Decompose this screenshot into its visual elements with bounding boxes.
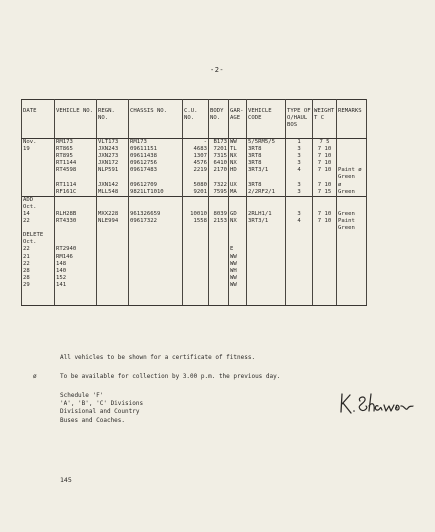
- cell-date: [22, 189, 55, 197]
- cell-vehicle-code: [247, 268, 286, 275]
- cell-cu-no: 1558: [183, 218, 209, 225]
- cell-body-no: [209, 232, 229, 239]
- cell-overhaul-type: [286, 196, 313, 204]
- table-row: [22, 275, 367, 282]
- cell-weight: 7 10: [313, 160, 337, 167]
- cell-date: 21: [22, 254, 55, 261]
- cell-vehicle-code: 5/5RM5/5: [247, 139, 286, 147]
- cell-body-no: 2153: [209, 218, 229, 225]
- cell-chassis-no: 09612709: [129, 182, 183, 189]
- cell-body-no: [209, 275, 229, 282]
- cell-remarks: [337, 153, 367, 160]
- cell-chassis-no: [129, 268, 183, 275]
- cell-remarks: [337, 239, 367, 246]
- cell-garage: WH: [229, 268, 247, 275]
- cell-cu-no: [183, 174, 209, 181]
- cell-weight: 7 10: [313, 218, 337, 225]
- cell-chassis-no: [129, 232, 183, 239]
- cell-date: 28: [22, 268, 55, 275]
- cell-weight: 7 5: [313, 139, 337, 147]
- cell-cu-no: [183, 268, 209, 275]
- cell-cu-no: [183, 225, 209, 232]
- cell-regn-no: [97, 246, 129, 253]
- cell-cu-no: 10010: [183, 211, 209, 218]
- cell-garage: NX: [229, 153, 247, 160]
- table-row: [22, 189, 367, 197]
- cell-vehicle-no: 152: [55, 275, 97, 282]
- cell-cu-no: [183, 246, 209, 253]
- cell-weight: [313, 225, 337, 232]
- cell-overhaul-type: [286, 225, 313, 232]
- cell-vehicle-code: 3RT8: [247, 146, 286, 153]
- cell-remarks: Green: [337, 225, 367, 232]
- cell-garage: [229, 204, 247, 211]
- cell-regn-no: [97, 232, 129, 239]
- cell-regn-no: [97, 204, 129, 211]
- cell-overhaul-type: [286, 275, 313, 282]
- cell-chassis-no: 09611438: [129, 153, 183, 160]
- cell-garage: GD: [229, 211, 247, 218]
- cell-regn-no: MXX228: [97, 211, 129, 218]
- cell-chassis-no: [129, 239, 183, 246]
- cell-cu-no: 4683: [183, 146, 209, 153]
- cell-vehicle-no: [55, 225, 97, 232]
- cell-remarks: Paint: [337, 218, 367, 225]
- table-row: [22, 182, 367, 189]
- cell-vehicle-no: 140: [55, 268, 97, 275]
- cell-regn-no: MLL548: [97, 189, 129, 197]
- table-row: [22, 246, 367, 253]
- cell-vehicle-no: 141: [55, 282, 97, 306]
- cell-chassis-no: [129, 275, 183, 282]
- cell-regn-no: VLT173: [97, 139, 129, 147]
- cell-chassis-no: 09617322: [129, 218, 183, 225]
- cell-cu-no: [183, 282, 209, 306]
- cell-cu-no: 2219: [183, 167, 209, 174]
- cell-body-no: [209, 254, 229, 261]
- cell-remarks: [337, 254, 367, 261]
- cell-body-no: [209, 261, 229, 268]
- cell-chassis-no: 961326659: [129, 211, 183, 218]
- cell-vehicle-no: RF161C: [55, 189, 97, 197]
- cell-overhaul-type: [286, 232, 313, 239]
- cell-remarks: Green: [337, 211, 367, 218]
- cell-vehicle-no: RT895: [55, 153, 97, 160]
- header-weight: WEIGHT T C: [313, 100, 337, 139]
- cell-overhaul-type: 3: [286, 211, 313, 218]
- cell-date: 29: [22, 282, 55, 306]
- cell-vehicle-no: RT1144: [55, 160, 97, 167]
- cell-chassis-no: 09611151: [129, 146, 183, 153]
- cell-body-no: 7322: [209, 182, 229, 189]
- cell-chassis-no: [129, 174, 183, 181]
- cell-body-no: 8039: [209, 211, 229, 218]
- cell-garage: WW: [229, 275, 247, 282]
- cell-vehicle-no: [55, 232, 97, 239]
- cell-body-no: [209, 174, 229, 181]
- cell-overhaul-type: [286, 268, 313, 275]
- cell-vehicle-no: RT1114: [55, 182, 97, 189]
- cell-chassis-no: [129, 196, 183, 204]
- cell-chassis-no: [129, 225, 183, 232]
- cell-chassis-no: [129, 254, 183, 261]
- table-row: [22, 139, 367, 147]
- cell-chassis-no: [129, 246, 183, 253]
- cell-vehicle-code: 3RT8: [247, 182, 286, 189]
- cell-body-no: [209, 196, 229, 204]
- page-number: -2-: [210, 66, 225, 74]
- table-header-row: [22, 100, 367, 139]
- cell-overhaul-type: [286, 261, 313, 268]
- cell-date: DELETE: [22, 232, 55, 239]
- cell-weight: [313, 254, 337, 261]
- cell-cu-no: 4576: [183, 160, 209, 167]
- vehicle-schedule-table: [21, 99, 367, 306]
- cell-date: [22, 182, 55, 189]
- cell-overhaul-type: [286, 282, 313, 306]
- cell-chassis-no: [129, 282, 183, 306]
- cell-garage: [229, 239, 247, 246]
- schedule-line: Schedule 'F': [60, 392, 104, 399]
- cell-regn-no: JXN172: [97, 160, 129, 167]
- table-row: [22, 261, 367, 268]
- cell-regn-no: JXN273: [97, 153, 129, 160]
- cell-date: 22: [22, 261, 55, 268]
- table-row: [22, 282, 367, 306]
- cell-remarks: [337, 246, 367, 253]
- cell-body-no: [209, 225, 229, 232]
- cell-body-no: 6410: [209, 160, 229, 167]
- schedule-line: Divisional and Country: [60, 408, 140, 416]
- cell-cu-no: 9201: [183, 189, 209, 197]
- cell-garage: WW: [229, 261, 247, 268]
- header-regn-no: REGN. NO.: [97, 100, 129, 139]
- cell-weight: 7 15: [313, 189, 337, 197]
- cell-date: [22, 225, 55, 232]
- cell-remarks: [337, 232, 367, 239]
- cell-weight: 7 10: [313, 167, 337, 174]
- cell-vehicle-code: 3RT8: [247, 153, 286, 160]
- cell-vehicle-code: [247, 204, 286, 211]
- header-cu-no: C.U. NO.: [183, 100, 209, 139]
- cell-overhaul-type: [286, 254, 313, 261]
- cell-vehicle-code: [247, 225, 286, 232]
- cell-chassis-no: 9821LT1010: [129, 189, 183, 197]
- cell-remarks: [337, 268, 367, 275]
- table-row: [22, 218, 367, 225]
- cell-regn-no: [97, 174, 129, 181]
- cell-overhaul-type: [286, 246, 313, 253]
- table-row: [22, 146, 367, 153]
- cell-vehicle-no: RLH28B: [55, 211, 97, 218]
- cell-garage: WW: [229, 139, 247, 147]
- cell-body-no: [209, 239, 229, 246]
- table-row: [22, 239, 367, 246]
- cell-regn-no: [97, 268, 129, 275]
- cell-overhaul-type: 4: [286, 218, 313, 225]
- cell-date: 22: [22, 218, 55, 225]
- cell-vehicle-code: [247, 174, 286, 181]
- cell-regn-no: NLE994: [97, 218, 129, 225]
- table-row: [22, 268, 367, 275]
- cell-weight: [313, 196, 337, 204]
- cell-body-no: B173: [209, 139, 229, 147]
- cell-date: 19: [22, 146, 55, 153]
- cell-overhaul-type: 4: [286, 167, 313, 174]
- cell-weight: [313, 239, 337, 246]
- cell-weight: [313, 275, 337, 282]
- cell-remarks: Paint ø: [337, 167, 367, 174]
- cell-regn-no: JXN243: [97, 146, 129, 153]
- cell-garage: NX: [229, 218, 247, 225]
- cell-overhaul-type: 3: [286, 153, 313, 160]
- cell-garage: UX: [229, 182, 247, 189]
- cell-regn-no: [97, 239, 129, 246]
- cell-vehicle-no: RM173: [55, 139, 97, 147]
- cell-date: Oct.: [22, 204, 55, 211]
- cell-regn-no: [97, 261, 129, 268]
- header-type-of-overhaul: TYPE OF O/HAUL BOS: [286, 100, 313, 139]
- fitness-note: All vehicles to be shown for a certificate of fitness.: [60, 354, 256, 361]
- cell-weight: [313, 204, 337, 211]
- cell-remarks: Green: [337, 174, 367, 181]
- cell-garage: E: [229, 246, 247, 253]
- cell-vehicle-code: [247, 232, 286, 239]
- cell-date: ADD: [22, 196, 55, 204]
- table-row: [22, 225, 367, 232]
- cell-date: [22, 174, 55, 181]
- cell-garage: [229, 174, 247, 181]
- cell-vehicle-code: [247, 254, 286, 261]
- header-date: DATE: [22, 100, 55, 139]
- header-garage: GAR-AGE: [229, 100, 247, 139]
- cell-vehicle-code: 3RT3/1: [247, 167, 286, 174]
- cell-cu-no: 5080: [183, 182, 209, 189]
- cell-cu-no: [183, 204, 209, 211]
- header-remarks: REMARKS: [337, 100, 367, 139]
- cell-cu-no: [183, 239, 209, 246]
- cell-vehicle-code: [247, 275, 286, 282]
- cell-remarks: Green: [337, 189, 367, 197]
- cell-cu-no: -: [183, 139, 209, 147]
- cell-date: 22: [22, 246, 55, 253]
- cell-date: [22, 160, 55, 167]
- cell-garage: TL: [229, 146, 247, 153]
- cell-garage: [229, 196, 247, 204]
- cell-overhaul-type: [286, 239, 313, 246]
- cell-chassis-no: [129, 204, 183, 211]
- cell-weight: 7 10: [313, 153, 337, 160]
- cell-body-no: 7595: [209, 189, 229, 197]
- cell-body-no: 7201: [209, 146, 229, 153]
- cell-garage: MA: [229, 189, 247, 197]
- cell-cu-no: [183, 275, 209, 282]
- cell-garage: [229, 225, 247, 232]
- table-row: [22, 232, 367, 239]
- cell-weight: [313, 174, 337, 181]
- cell-garage: NX: [229, 160, 247, 167]
- table-row: [22, 211, 367, 218]
- cell-overhaul-type: 3: [286, 189, 313, 197]
- cell-vehicle-no: [55, 239, 97, 246]
- cell-vehicle-code: 2/2RF2/1: [247, 189, 286, 197]
- table-row: [22, 167, 367, 174]
- cell-weight: 7 10: [313, 211, 337, 218]
- cell-body-no: [209, 204, 229, 211]
- cell-weight: [313, 268, 337, 275]
- cell-regn-no: [97, 225, 129, 232]
- cell-body-no: [209, 268, 229, 275]
- cell-weight: 7 10: [313, 182, 337, 189]
- table-body: [22, 139, 367, 306]
- cell-regn-no: [97, 196, 129, 204]
- cell-remarks: [337, 146, 367, 153]
- cell-chassis-no: RM173: [129, 139, 183, 147]
- cell-remarks: [337, 196, 367, 204]
- cell-vehicle-code: [247, 246, 286, 253]
- header-chassis-no: CHASSIS NO.: [129, 100, 183, 139]
- header-vehicle-no: VEHICLE NO.: [55, 100, 97, 139]
- cell-remarks: [337, 139, 367, 147]
- schedule-block: [60, 392, 143, 425]
- footer-number: 145: [60, 476, 72, 484]
- schedule-line: Buses and Coaches.: [60, 416, 126, 424]
- cell-vehicle-no: RM146: [55, 254, 97, 261]
- cell-vehicle-code: 3RT3/1: [247, 218, 286, 225]
- table-row: [22, 153, 367, 160]
- cell-garage: HD: [229, 167, 247, 174]
- cell-regn-no: [97, 275, 129, 282]
- cell-body-no: [209, 246, 229, 253]
- signature: [338, 390, 416, 418]
- cell-vehicle-no: RT4598: [55, 167, 97, 174]
- cell-vehicle-code: [247, 261, 286, 268]
- cell-chassis-no: 09612756: [129, 160, 183, 167]
- cell-chassis-no: 09617483: [129, 167, 183, 174]
- cell-weight: [313, 232, 337, 239]
- cell-vehicle-no: RT4330: [55, 218, 97, 225]
- cell-cu-no: 1307: [183, 153, 209, 160]
- table-row: [22, 160, 367, 167]
- cell-vehicle-no: 148: [55, 261, 97, 268]
- cell-overhaul-type: 3: [286, 160, 313, 167]
- cell-overhaul-type: [286, 174, 313, 181]
- cell-date: 14: [22, 211, 55, 218]
- cell-vehicle-no: RT865: [55, 146, 97, 153]
- cell-body-no: 2170: [209, 167, 229, 174]
- cell-vehicle-code: [247, 239, 286, 246]
- cell-overhaul-type: 3: [286, 146, 313, 153]
- cell-regn-no: [97, 282, 129, 306]
- table-row: [22, 254, 367, 261]
- cell-regn-no: [97, 254, 129, 261]
- cell-cu-no: [183, 254, 209, 261]
- cell-garage: WW: [229, 254, 247, 261]
- cell-remarks: [337, 261, 367, 268]
- cell-body-no: [209, 282, 229, 306]
- cell-date: [22, 153, 55, 160]
- cell-regn-no: JXN142: [97, 182, 129, 189]
- cell-date: Nov.: [22, 139, 55, 147]
- cell-garage: WW: [229, 282, 247, 306]
- cell-overhaul-type: 3: [286, 182, 313, 189]
- cell-weight: [313, 282, 337, 306]
- cell-vehicle-no: RT2940: [55, 246, 97, 253]
- collection-note: To be available for collection by 3.00 p.m. the previous day.: [60, 373, 281, 380]
- cell-cu-no: [183, 232, 209, 239]
- cell-regn-no: NLP591: [97, 167, 129, 174]
- cell-remarks: [337, 204, 367, 211]
- header-vehicle-code: VEHICLE CODE: [247, 100, 286, 139]
- cell-date: 28: [22, 275, 55, 282]
- cell-remarks: [337, 160, 367, 167]
- cell-date: [22, 167, 55, 174]
- cell-date: Oct.: [22, 239, 55, 246]
- cell-garage: [229, 232, 247, 239]
- cell-vehicle-code: [247, 282, 286, 306]
- cell-vehicle-no: [55, 174, 97, 181]
- collection-symbol: ø: [33, 373, 37, 380]
- cell-remarks: ø: [337, 182, 367, 189]
- cell-vehicle-no: [55, 204, 97, 211]
- cell-overhaul-type: [286, 204, 313, 211]
- cell-weight: 7 10: [313, 146, 337, 153]
- cell-vehicle-code: 2RLH1/1: [247, 211, 286, 218]
- header-body-no: BODY NO.: [209, 100, 229, 139]
- cell-cu-no: [183, 196, 209, 204]
- cell-cu-no: [183, 261, 209, 268]
- cell-chassis-no: [129, 261, 183, 268]
- table-row: [22, 196, 367, 204]
- table-row: [22, 174, 367, 181]
- cell-vehicle-no: [55, 196, 97, 204]
- cell-weight: [313, 246, 337, 253]
- cell-overhaul-type: 1: [286, 139, 313, 147]
- cell-remarks: [337, 282, 367, 306]
- cell-weight: [313, 261, 337, 268]
- cell-remarks: [337, 275, 367, 282]
- cell-vehicle-code: [247, 196, 286, 204]
- table-row: [22, 204, 367, 211]
- cell-body-no: 7315: [209, 153, 229, 160]
- cell-vehicle-code: 3RT8: [247, 160, 286, 167]
- schedule-line: 'A', 'B', 'C' Divisions: [60, 400, 144, 408]
